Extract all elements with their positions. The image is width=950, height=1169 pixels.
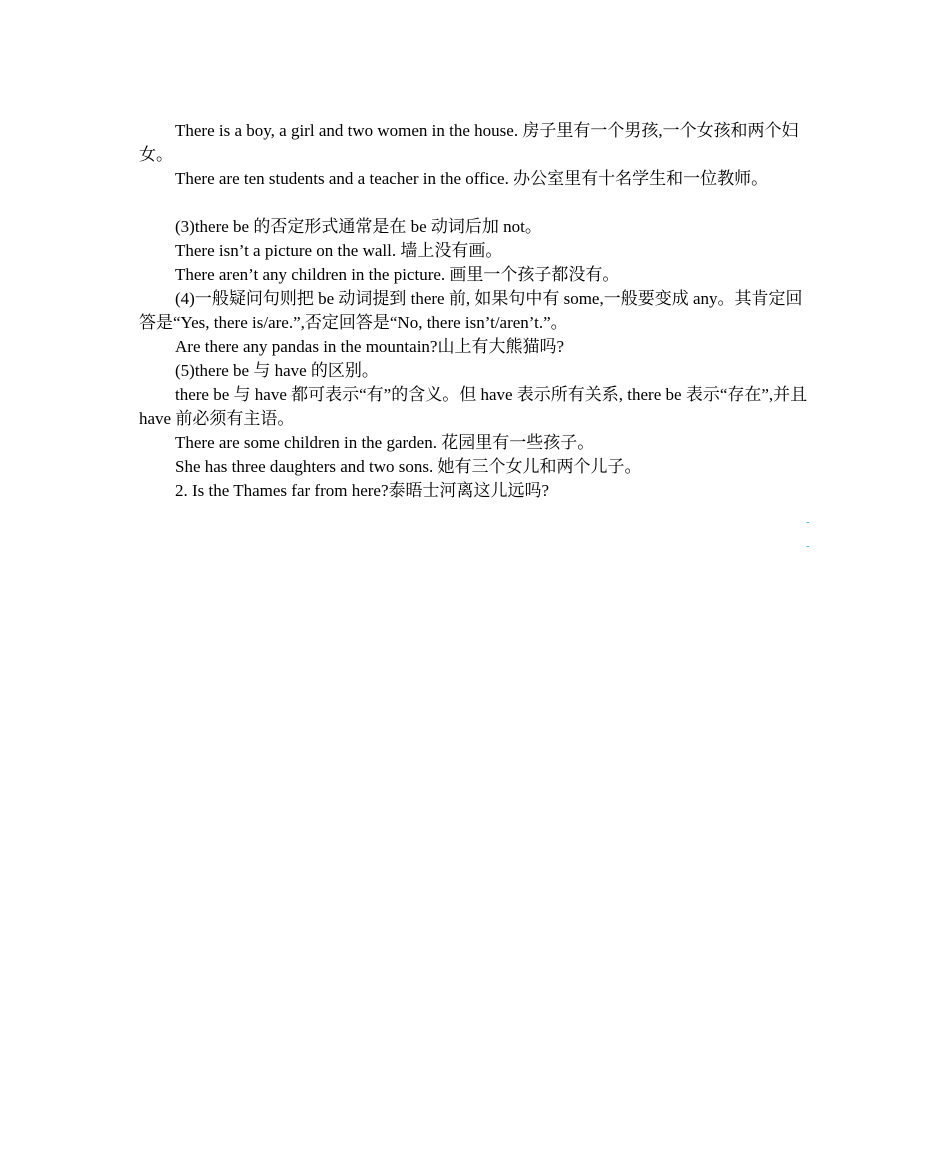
paragraph-there-is-boy: There is a boy, a girl and two women in the house. 房子里有一个男孩,一个女孩和两个妇女。 (139, 121, 799, 164)
paragraph-children-garden: There are some children in the garden. 花园里有一些孩子。 (175, 433, 595, 452)
paragraph-daughters-sons: She has three daughters and two sons. 她有三个女儿和两个儿子。 (175, 457, 642, 476)
paragraph-difference-explanation: there be 与 have 都可表示“有”的含义。但 have 表示所有关系, there be 表示“存在”,并且 have 前必须有主语。 (139, 385, 808, 428)
blank-line (139, 191, 815, 215)
paragraph-there-are-students: There are ten students and a teacher in the office. 办公室里有十名学生和一位教师。 (175, 169, 769, 188)
margin-mark: - (806, 540, 810, 552)
paragraph-pandas-question: Are there any pandas in the mountain?山上有大熊猫吗? (175, 337, 565, 356)
paragraph-question-form: (4)一般疑问句则把 be 动词提到 there 前, 如果句中有 some,一般要变成 any。其肯定回答是“Yes, there is/are.”,否定回答是“No, there isn’t/aren’t.”。 (139, 289, 803, 332)
paragraph-isnt-picture: There isn’t a picture on the wall. 墙上没有画。 (175, 241, 503, 260)
paragraph-thames-question: 2. Is the Thames far from here?泰晤士河离这儿远吗? (175, 481, 550, 500)
paragraph-arent-children: There aren’t any children in the picture. 画里一个孩子都没有。 (175, 265, 620, 284)
paragraph-there-be-vs-have: (5)there be 与 have 的区别。 (175, 361, 379, 380)
margin-mark: - (806, 516, 810, 528)
document-body (139, 119, 815, 503)
paragraph-negative-form: (3)there be 的否定形式通常是在 be 动词后加 not。 (175, 217, 542, 236)
margin-marks (806, 510, 816, 558)
